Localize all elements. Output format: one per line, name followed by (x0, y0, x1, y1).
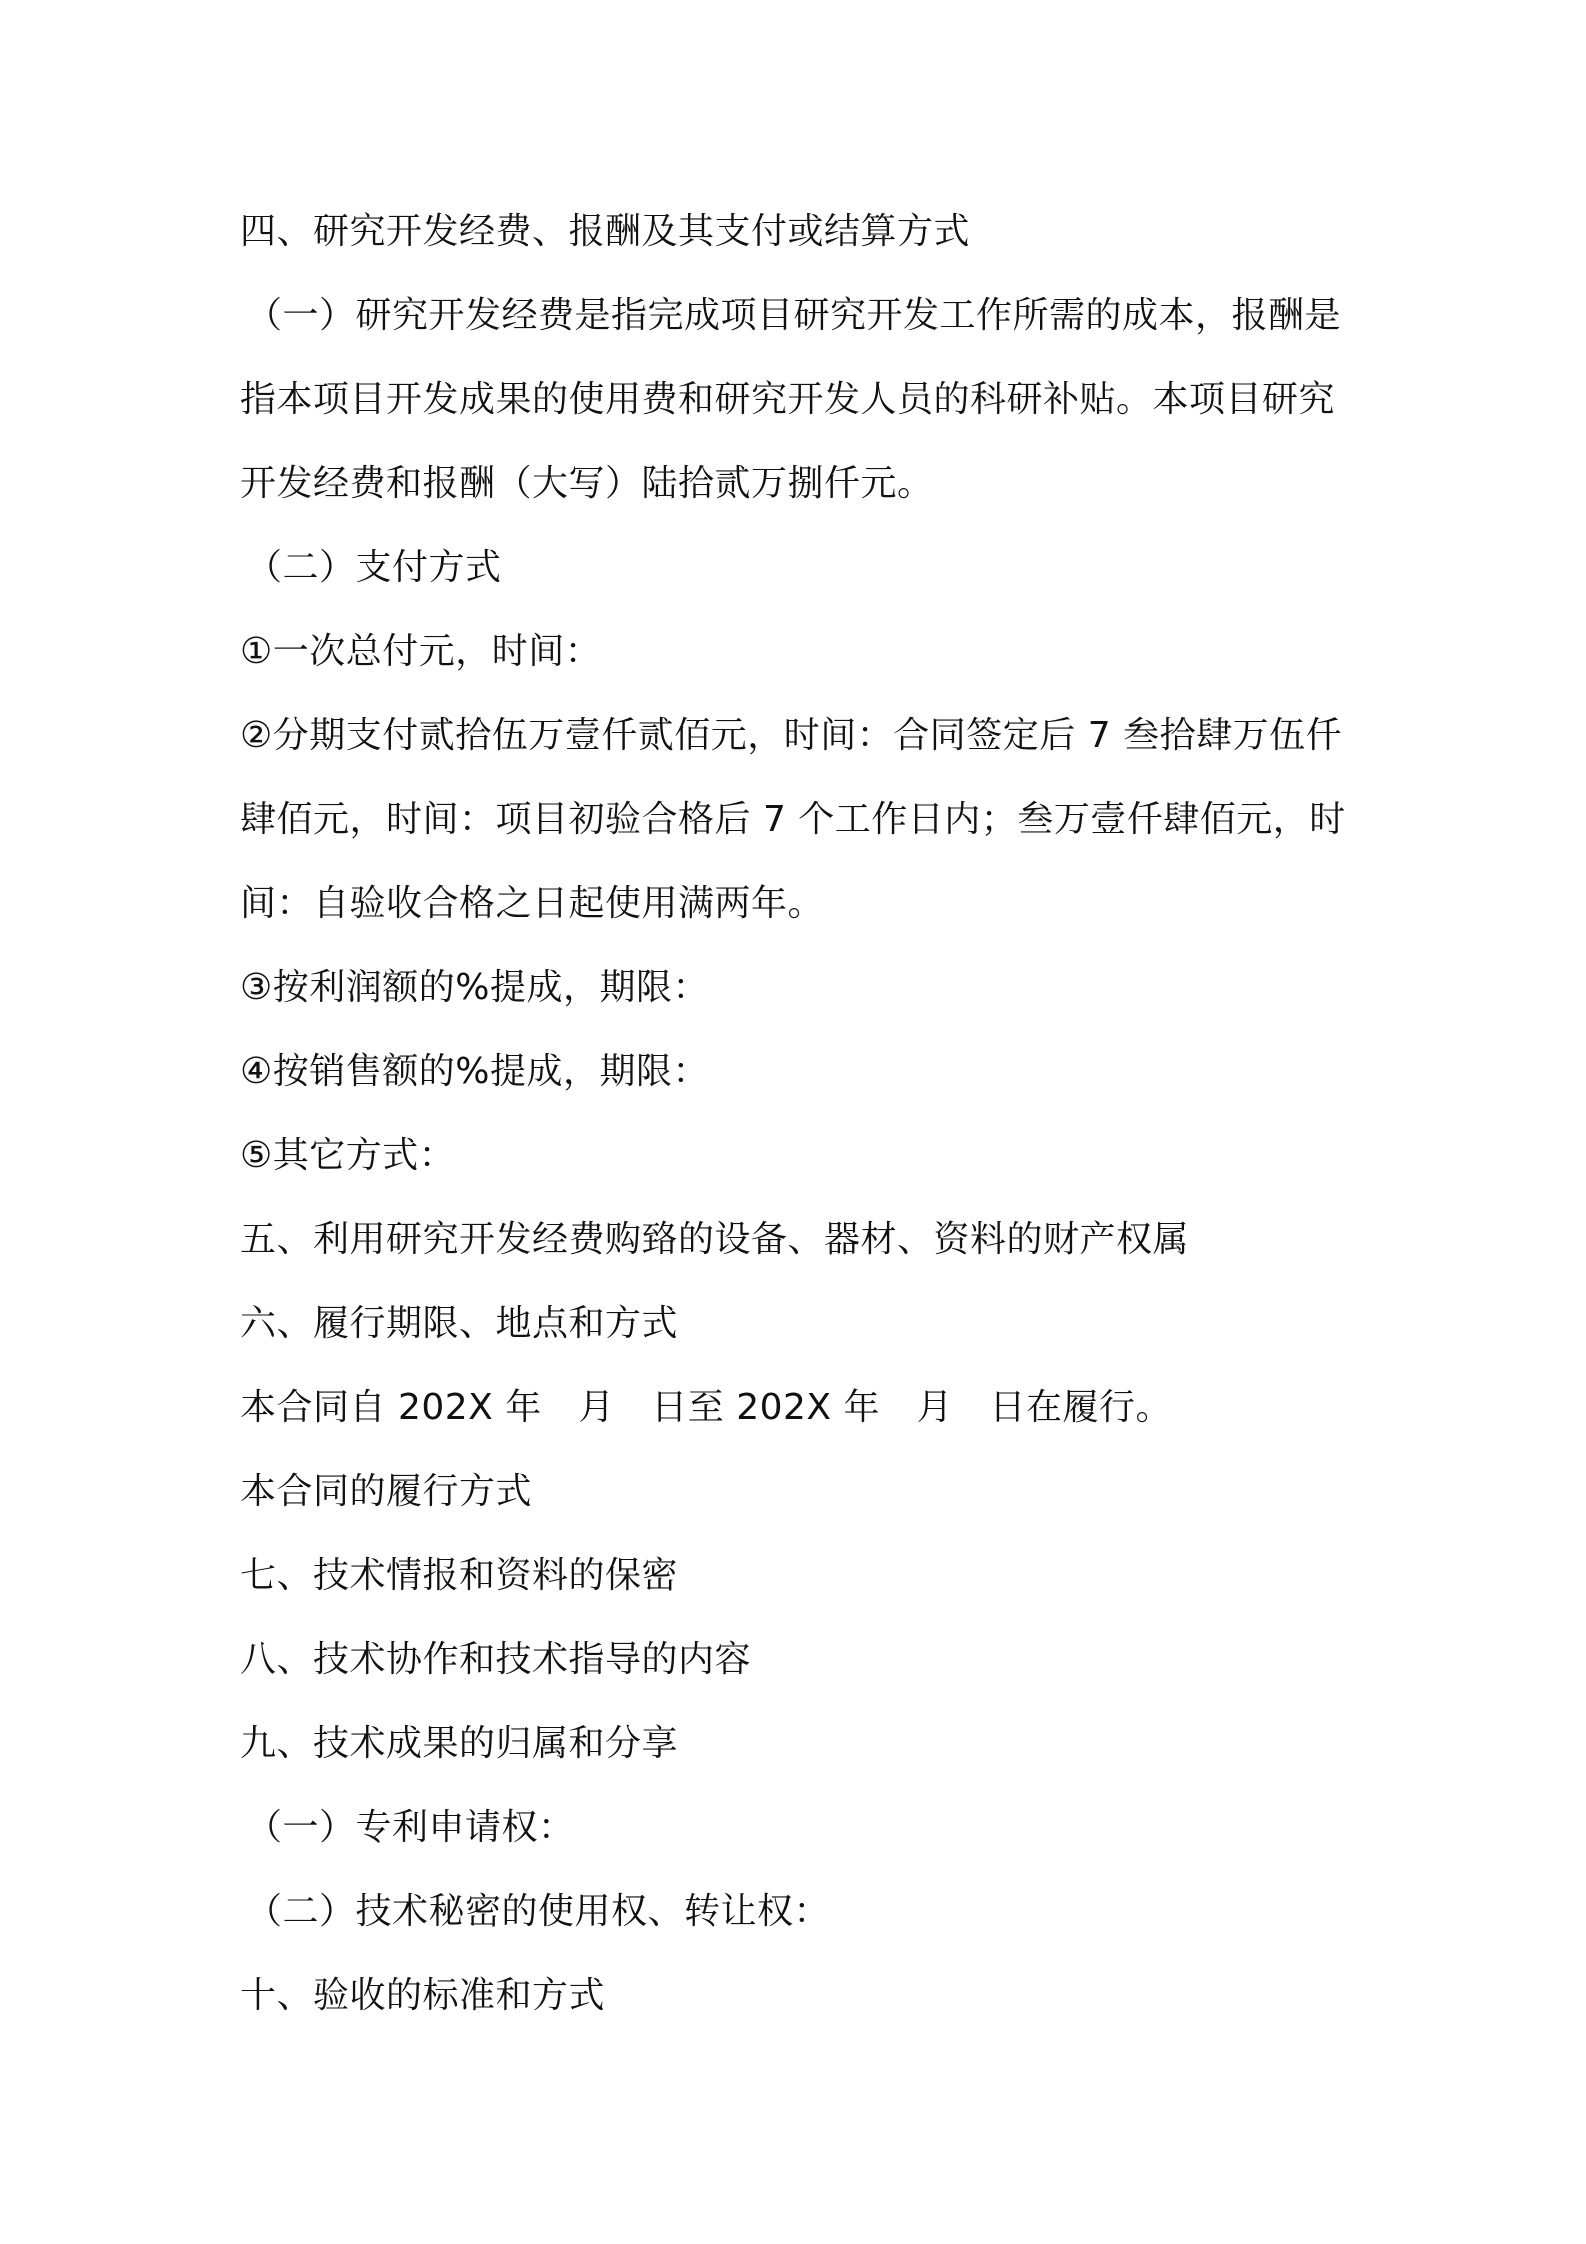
payment-option-3: ③按利润额的%提成，期限： (240, 967, 709, 1008)
payment-option-5: ⑤其它方式： (240, 1135, 456, 1176)
section-9-heading: 九、技术成果的归属和分享 (240, 1723, 679, 1764)
clause-4-1-line-1: （一）研究开发经费是指完成项目研究开发工作所需的成本，报酬是 (246, 295, 1342, 336)
section-7-heading: 七、技术情报和资料的保密 (240, 1555, 679, 1596)
payment-option-4: ④按销售额的%提成，期限： (240, 1051, 709, 1092)
section-10-heading: 十、验收的标准和方式 (240, 1975, 606, 2016)
clause-9-1: （一）专利申请权： (246, 1807, 575, 1848)
section-4-heading: 四、研究开发经费、报酬及其支付或结算方式 (240, 211, 971, 252)
payment-option-1: ①一次总付元，时间： (240, 631, 602, 672)
payment-option-2-line-3: 间：自验收合格之日起使用满两年。 (240, 883, 825, 924)
payment-option-2-line-1: ②分期支付贰拾伍万壹仟贰佰元，时间：合同签定后 7 叁拾肆万伍仟 (240, 715, 1343, 756)
performance-period: 本合同自 202X 年 月 日至 202X 年 月 日在履行。 (240, 1387, 1173, 1428)
clause-4-1-line-3: 开发经费和报酬（大写）陆拾贰万捌仟元。 (240, 463, 934, 504)
document-body (240, 190, 1360, 2038)
performance-method: 本合同的履行方式 (240, 1471, 533, 1512)
payment-option-2-line-2: 肆佰元，时间：项目初验合格后 7 个工作日内；叁万壹仟肆佰元，时 (240, 799, 1346, 840)
clause-4-1-line-2: 指本项目开发成果的使用费和研究开发人员的科研补贴。本项目研究 (240, 379, 1336, 420)
clause-9-2: （二）技术秘密的使用权、转让权： (246, 1891, 831, 1932)
section-6-heading: 六、履行期限、地点和方式 (240, 1303, 679, 1344)
section-8-heading: 八、技术协作和技术指导的内容 (240, 1639, 752, 1680)
clause-4-2-heading: （二）支付方式 (246, 547, 502, 588)
section-5-heading: 五、利用研究开发经费购臵的设备、器材、资料的财产权属 (240, 1219, 1190, 1260)
